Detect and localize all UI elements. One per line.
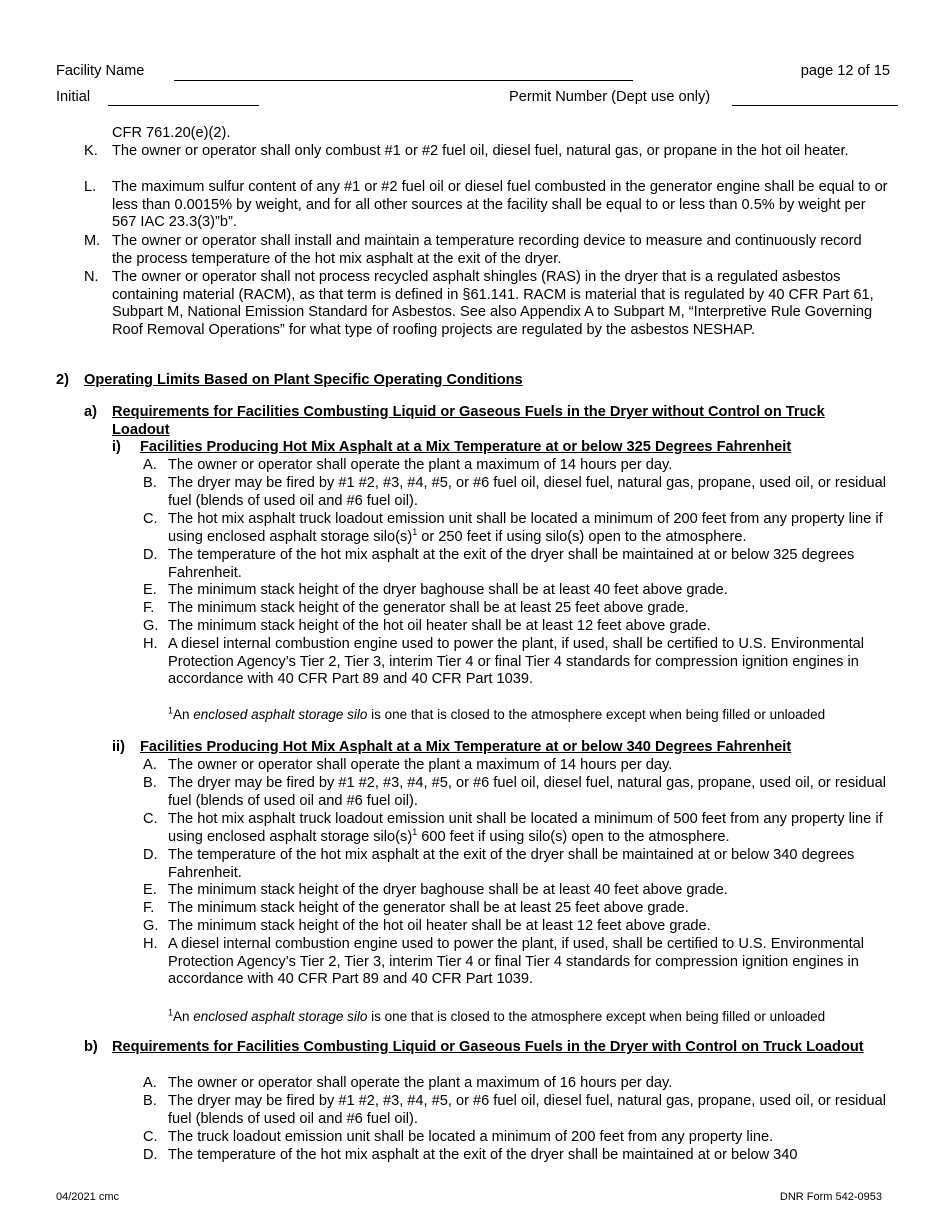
item-label: E. [143,882,157,898]
permit-number-field[interactable] [732,105,898,106]
item-text: The dryer may be fired by #1 #2, #3, #4, #5, or #6 fuel oil, diesel fuel, natural gas, propane, used oil, or residual fuel (blends of used oil and #6 fuel oil). [168,1093,886,1127]
item-label: M. [84,233,101,249]
item-label: H. [143,636,158,652]
item-text: A diesel internal combustion engine used to power the plant, if used, shall be certified to U.S. Environmental Protection Agency’s Tier 2, Tier 3, interim Tier 4 or final Tier 4 standards for compression ignition engines in accordance with 40 CFR Part 89 and 40 CFR Part 1039. [168,636,865,688]
subsubsection-label: ii) [112,739,125,755]
item-text: A diesel internal combustion engine used to power the plant, if used, shall be certified to U.S. Environmental Protection Agency’s Tier 2, Tier 3, interim Tier 4 or final Tier 4 standards for compression ignition engines in accordance with 40 CFR Part 89 and 40 CFR Part 1039. [168,936,865,988]
item-label: A. [143,757,157,773]
item-label: B. [143,475,157,491]
item-label: E. [143,582,157,598]
item-label: D. [143,1147,158,1163]
page-number: page 12 of 15 [800,63,890,79]
footnote: $^1$An enclosed asphalt storage silo is one that is closed to the atmosphere except when being filled or unloaded [168,705,826,722]
item-label: H. [143,936,158,952]
subsubsection-title: Facilities Producing Hot Mix Asphalt at a Mix Temperature at or below 340 Degrees Fahrenheit [140,739,792,755]
item-label: K. [84,143,98,159]
initial-label: Initial [56,89,91,105]
item-text: The owner or operator shall install and maintain a temperature recording device to measure and continuously record the process temperature of the hot mix asphalt at the exit of the dryer. [112,233,862,267]
item-label: L. [84,179,97,195]
subsection-label: b) [84,1039,98,1055]
item-text: The temperature of the hot mix asphalt at the exit of the dryer shall be maintained at or below 340 [168,1147,798,1163]
item-text: The owner or operator shall only combust #1 or #2 fuel oil, diesel fuel, natural gas, or propane in the hot oil heater. [112,143,849,159]
item-text: The dryer may be fired by #1 #2, #3, #4, #5, or #6 fuel oil, diesel fuel, natural gas, propane, used oil, or residual fuel (blends of used oil and #6 fuel oil). [168,775,886,809]
item-label: A. [143,1075,157,1091]
item-label: C. [143,811,158,827]
item-text: The minimum stack height of the dryer baghouse shall be at least 40 feet above grade. [168,882,728,898]
item-label: B. [143,775,157,791]
initial-field[interactable] [108,105,259,106]
item-text: The truck loadout emission unit shall be located a minimum of 200 feet from any property line. [168,1129,774,1145]
section-number: 2) [56,372,69,388]
item-text: The dryer may be fired by #1 #2, #3, #4, #5, or #6 fuel oil, diesel fuel, natural gas, propane, used oil, or residual fuel (blends of used oil and #6 fuel oil). [168,475,886,509]
item-label: G. [143,918,159,934]
section-title: Operating Limits Based on Plant Specific Operating Conditions [84,372,523,388]
item-label: G. [143,618,159,634]
footer-date: 04/2021 cmc [56,1191,119,1203]
item-label: C. [143,511,158,527]
item-text: The owner or operator shall operate the plant a maximum of 16 hours per day. [168,1075,673,1091]
item-text: The temperature of the hot mix asphalt at the exit of the dryer shall be maintained at or below 325 degrees Fahrenheit. [168,547,855,581]
item-label: C. [143,1129,158,1145]
item-text: The temperature of the hot mix asphalt at the exit of the dryer shall be maintained at or below 340 degrees Fahrenheit. [168,847,855,881]
item-text: The maximum sulfur content of any #1 or #2 fuel oil or diesel fuel combusted in the generator engine shall be equal to or less than 0.0015% by weight, and for all other sources at the facility shall be equal to or less than 0.5% by weight per 567 IAC 23.3(3)”b”. [112,179,888,231]
subsection-title: Requirements for Facilities Combusting Liquid or Gaseous Fuels in the Dryer without Control on Truck Loadout [112,404,825,438]
facility-name-label: Facility Name [56,63,145,79]
footnote: $^1$An enclosed asphalt storage silo is one that is closed to the atmosphere except when being filled or unloaded [168,1007,826,1024]
subsection-title: Requirements for Facilities Combusting Liquid or Gaseous Fuels in the Dryer with Control on Truck Loadout [112,1039,864,1055]
item-label: N. [84,269,99,285]
item-text: The minimum stack height of the generator shall be at least 25 feet above grade. [168,600,689,616]
footer-form-number: DNR Form 542-0953 [779,1191,882,1203]
item-text: The hot mix asphalt truck loadout emission unit shall be located a minimum of 200 feet from any property line if using enclosed asphalt storage $silo(s)^1$ or 250 feet if using silo(s) open to the atmosphere. [168,511,883,545]
item-text: The minimum stack height of the hot oil heater shall be at least 12 feet above grade. [168,918,711,934]
item-text: The minimum stack height of the generator shall be at least 25 feet above grade. [168,900,689,916]
item-text: The hot mix asphalt truck loadout emission unit shall be located a minimum of 500 feet from any property line if using enclosed asphalt storage $silo(s)^1$ 600 feet if using silo(s) open to the atmosphere. [168,811,883,845]
item-text: The owner or operator shall not process recycled asphalt shingles (RAS) in the dryer that is a regulated asbestos containing material (RACM), as that term is defined in §61.141. RACM is material that is regulated by 40 CFR Part 61, Subpart M, National Emission Standard for Asbestos. See also Appendix A to Subpart M, “Interpretive Rule Governing Roof Removal Operations” for what type of roofing projects are regulated by the asbestos NESHAP. [112,269,874,338]
item-label: F. [143,900,155,916]
item-text: The owner or operator shall operate the plant a maximum of 14 hours per day. [168,757,673,773]
item-text: The minimum stack height of the hot oil heater shall be at least 12 feet above grade. [168,618,711,634]
subsection-label: a) [84,404,97,420]
item-text: The minimum stack height of the dryer baghouse shall be at least 40 feet above grade. [168,582,728,598]
item-label: A. [143,457,157,473]
item-label: B. [143,1093,157,1109]
continuation-text: CFR 761.20(e)(2). [112,125,231,141]
subsubsection-label: i) [112,439,121,455]
permit-number-label: Permit Number (Dept use only) [509,89,711,105]
item-label: D. [143,847,158,863]
item-label: D. [143,547,158,563]
facility-name-field[interactable] [174,80,633,81]
item-label: F. [143,600,155,616]
item-text: The owner or operator shall operate the plant a maximum of 14 hours per day. [168,457,673,473]
subsubsection-title: Facilities Producing Hot Mix Asphalt at a Mix Temperature at or below 325 Degrees Fahrenheit [140,439,792,455]
